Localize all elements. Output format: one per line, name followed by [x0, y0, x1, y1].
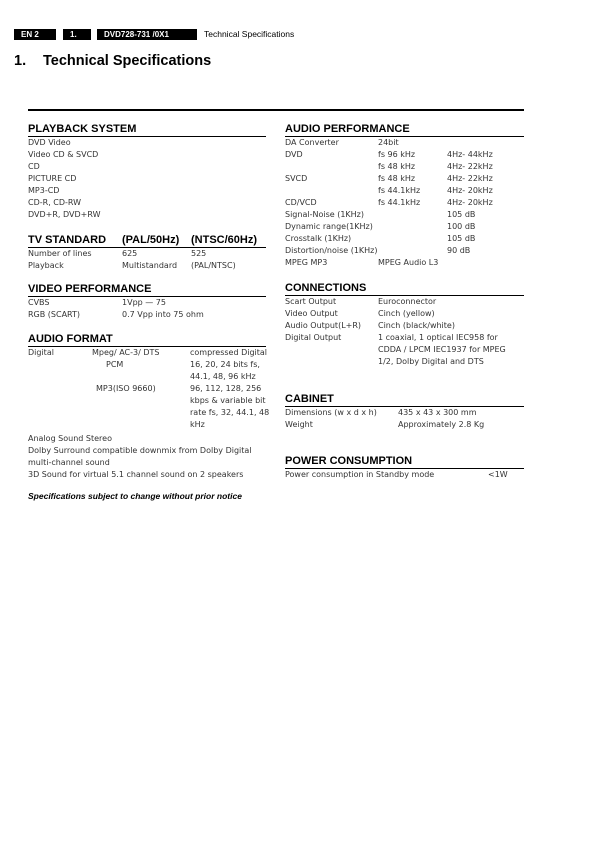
audio-performance-section-title: AUDIO PERFORMANCE — [285, 123, 524, 137]
video-section-title: VIDEO PERFORMANCE — [28, 283, 266, 297]
page-number-badge: EN 2 — [14, 29, 56, 40]
audio-db-label: Distortion/noise (1KHz) — [285, 246, 378, 255]
video-row-value: 1Vpp — 75 — [122, 298, 166, 307]
cabinet-value: 435 x 43 x 300 mm — [398, 408, 477, 417]
audio-note: 3D Sound for virtual 5.1 channel sound on 2 speakers — [28, 470, 244, 479]
tv-standard-title: TV STANDARD — [28, 234, 107, 246]
playback-section-title: PLAYBACK SYSTEM — [28, 123, 266, 137]
connection-label: Scart Output — [285, 297, 337, 306]
audio-db-label: Crosstalk (1KHz) — [285, 234, 352, 243]
audio-perf-fs: fs 48 kHz — [378, 174, 416, 183]
power-section-title: POWER CONSUMPTION — [285, 455, 524, 469]
cabinet-label: Dimensions (w x d x h) — [285, 408, 377, 417]
audio-mpeg-value: MPEG Audio L3 — [378, 258, 439, 267]
audio-format-name: Mpeg/ AC-3/ DTS — [92, 348, 160, 357]
connections-section-title: CONNECTIONS — [285, 282, 524, 296]
cabinet-label: Weight — [285, 420, 313, 429]
cabinet-value: Approximately 2.8 Kg — [398, 420, 485, 429]
connection-label: Audio Output(L+R) — [285, 321, 362, 330]
tv-row-ntsc: 525 — [191, 249, 207, 258]
audio-perf-range: 4Hz- 20kHz — [447, 186, 493, 195]
header-title: Technical Specifications — [204, 29, 295, 39]
tv-row-ntsc: (PAL/NTSC) — [191, 261, 236, 270]
tv-ntsc-header: (NTSC/60Hz) — [191, 234, 258, 246]
audio-perf-range: 4Hz- 22kHz — [447, 162, 493, 171]
playback-item: CD — [28, 162, 40, 171]
audio-converter-label: DA Converter — [285, 138, 339, 147]
audio-perf-range: 4Hz- 22kHz — [447, 174, 493, 183]
audio-format-value: compressed Digital — [190, 348, 268, 357]
connection-label: Digital Output — [285, 333, 342, 342]
chapter-title: Technical Specifications — [43, 53, 212, 69]
model-badge: DVD728-731 /0X1 — [97, 29, 197, 40]
audio-db-label: Signal-Noise (1KHz) — [285, 210, 364, 219]
connection-value: Euroconnector — [378, 297, 437, 306]
audio-format-section-title: AUDIO FORMAT — [28, 333, 266, 347]
playback-item: DVD Video — [28, 138, 71, 147]
tv-row-pal: 625 — [122, 249, 138, 258]
tv-row-pal: Multistandard — [122, 261, 178, 270]
audio-note: Dolby Surround compatible downmix from Dolby Digital multi-channel sound — [28, 446, 252, 467]
connection-value: Cinch (yellow) — [378, 309, 435, 318]
audio-perf-range: 4Hz- 20kHz — [447, 198, 493, 207]
audio-mpeg-label: MPEG MP3 — [285, 258, 328, 267]
audio-note: Analog Sound Stereo — [28, 434, 112, 443]
page-title — [14, 53, 211, 69]
audio-perf-fs: fs 96 kHz — [378, 150, 416, 159]
audio-format-value: 16, 20, 24 bits fs, 44.1, 48, 96 kHz — [190, 360, 260, 381]
top-divider — [28, 109, 524, 111]
audio-db-label: Dynamic range(1KHz) — [285, 222, 373, 231]
playback-item: DVD+R, DVD+RW — [28, 210, 101, 219]
audio-format-name: MP3(ISO 9660) — [96, 384, 156, 393]
tv-row-label: Number of lines — [28, 249, 92, 258]
connection-label: Video Output — [285, 309, 338, 318]
audio-converter-value: 24bit — [378, 138, 399, 147]
audio-perf-range: 4Hz- 44kHz — [447, 150, 493, 159]
tv-pal-header: (PAL/50Hz) — [122, 234, 180, 246]
tv-row-label: Playback — [28, 261, 64, 270]
connection-value: 1 coaxial, 1 optical IEC958 for CDDA / LPCM IEC1937 for MPEG 1/2, Dolby Digital and DTS — [378, 333, 506, 366]
audio-db-value: 105 dB — [447, 210, 476, 219]
audio-perf-fs: fs 44.1kHz — [378, 186, 421, 195]
audio-digital-label: Digital — [28, 348, 54, 357]
audio-perf-label: CD/VCD — [285, 198, 317, 207]
chapter-number: 1. — [14, 53, 27, 69]
playback-item: MP3-CD — [28, 186, 60, 195]
connection-value: Cinch (black/white) — [378, 321, 455, 330]
audio-perf-label: SVCD — [285, 174, 308, 183]
audio-format-name: PCM — [106, 360, 124, 369]
power-label: Power consumption in Standby mode — [285, 470, 435, 479]
chapter-badge: 1. — [63, 29, 91, 40]
audio-db-value: 100 dB — [447, 222, 476, 231]
video-row-value: 0.7 Vpp into 75 ohm — [122, 310, 204, 319]
tv-standard-section-title — [28, 234, 266, 248]
audio-perf-label: DVD — [285, 150, 303, 159]
video-row-label: RGB (SCART) — [28, 310, 81, 319]
playback-item: Video CD & SVCD — [28, 150, 99, 159]
audio-db-value: 105 dB — [447, 234, 476, 243]
audio-db-value: 90 dB — [447, 246, 471, 255]
audio-format-value: 96, 112, 128, 256 kbps & variable bit rate fs, 32, 44.1, 48 kHz — [190, 384, 270, 429]
audio-perf-fs: fs 44.1kHz — [378, 198, 421, 207]
playback-item: PICTURE CD — [28, 174, 77, 183]
power-value: <1W — [488, 470, 508, 479]
playback-item: CD-R, CD-RW — [28, 198, 82, 207]
audio-perf-fs: fs 48 kHz — [378, 162, 416, 171]
footnote: Specifications subject to change without prior notice — [28, 491, 242, 501]
cabinet-section-title: CABINET — [285, 393, 524, 407]
video-row-label: CVBS — [28, 298, 50, 307]
